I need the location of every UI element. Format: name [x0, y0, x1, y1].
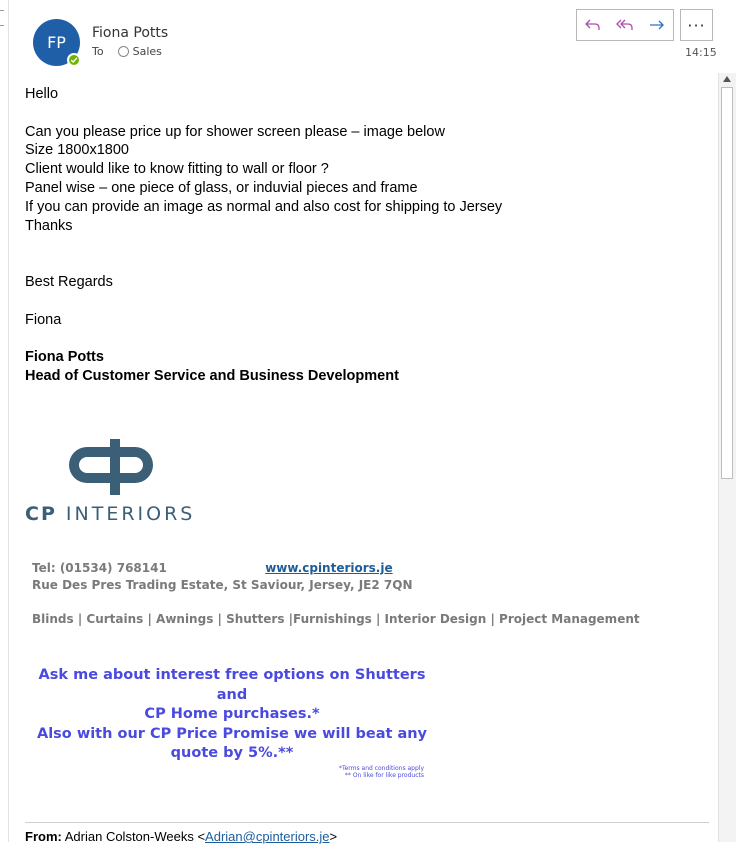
- signature-address: Rue Des Pres Trading Estate, St Saviour, Jersey, JE2 7QN: [32, 578, 413, 592]
- blank-line: [25, 104, 715, 123]
- cp-logo-mark-icon: [25, 437, 215, 501]
- message-body: [25, 85, 715, 386]
- recipients-line: [92, 45, 162, 58]
- reply-button[interactable]: [577, 10, 609, 40]
- body-line: Can you please price up for shower screen please – image below: [25, 123, 445, 140]
- recipient-sales[interactable]: Sales: [132, 45, 162, 58]
- body-line: Panel wise – one piece of glass, or induvial pieces and frame: [25, 179, 418, 196]
- terms-note: [300, 765, 424, 779]
- more-icon: ···: [687, 15, 706, 35]
- reply-all-button[interactable]: [609, 10, 641, 40]
- scroll-up-arrow-icon[interactable]: [723, 76, 731, 82]
- sign-off-name: Fiona: [25, 311, 62, 328]
- from-name: Adrian Colston-Weeks <: [64, 829, 206, 844]
- body-line: Size 1800x1800: [25, 142, 129, 159]
- left-pane-edge: [0, 0, 9, 842]
- terms-line: ** On like for like products: [344, 772, 424, 779]
- blank-line: [25, 329, 715, 348]
- to-label: To: [92, 45, 104, 58]
- signature-tel: Tel: (01534) 768141: [32, 561, 167, 575]
- promo-line: quote by 5%.**: [170, 745, 294, 761]
- signature-title: Head of Customer Service and Business Development: [25, 367, 399, 384]
- message-header: [0, 0, 739, 72]
- logo-wordmark: CP INTERIORS: [25, 503, 196, 525]
- signature-name: Fiona Potts: [25, 349, 104, 366]
- promo-text: [30, 666, 434, 764]
- avatar-initials: FP: [47, 33, 66, 52]
- quoted-separator: [25, 822, 709, 823]
- received-time: 14:15: [685, 46, 717, 59]
- promo-line: CP Home purchases.*: [144, 706, 320, 722]
- greeting: Hello: [25, 86, 59, 102]
- reply-all-icon: [615, 18, 635, 32]
- more-actions-button[interactable]: [680, 9, 713, 41]
- message-actions: [576, 9, 674, 41]
- website-link[interactable]: www.cpinteriors.je: [265, 561, 393, 575]
- closing: Best Regards: [25, 273, 113, 290]
- promo-line: Also with our CP Price Promise we will beat any: [36, 725, 428, 742]
- forward-icon: [648, 18, 666, 32]
- from-email-link[interactable]: Adrian@cpinteriors.je: [205, 829, 330, 844]
- blank-line: [25, 292, 715, 311]
- signature-contact: [32, 561, 393, 575]
- body-line: If you can provide an image as normal and also cost for shipping to Jersey: [25, 198, 503, 215]
- sender-name[interactable]: Fiona Potts: [92, 25, 169, 41]
- blank-line: [25, 235, 715, 254]
- signature-services: Blinds | Curtains | Awnings | Shutters |Furnishings | Interior Design | Project Management: [32, 612, 640, 626]
- terms-line: *Terms and conditions apply: [338, 765, 424, 772]
- promo-line: Ask me about interest free options on Shutters and: [38, 667, 426, 703]
- recipient-presence-icon: [118, 46, 129, 57]
- forward-button[interactable]: [641, 10, 673, 40]
- scroll-thumb[interactable]: [721, 87, 733, 479]
- presence-available-icon: [67, 53, 81, 67]
- body-line: Thanks: [25, 217, 73, 234]
- cp-interiors-logo: [25, 437, 215, 527]
- blank-line: [25, 254, 715, 273]
- vertical-scrollbar[interactable]: [718, 73, 736, 842]
- from-label: From:: [25, 829, 62, 844]
- body-line: Client would like to know fitting to wall or floor ?: [25, 161, 329, 178]
- reply-icon: [584, 18, 602, 32]
- from-close: >: [329, 829, 338, 844]
